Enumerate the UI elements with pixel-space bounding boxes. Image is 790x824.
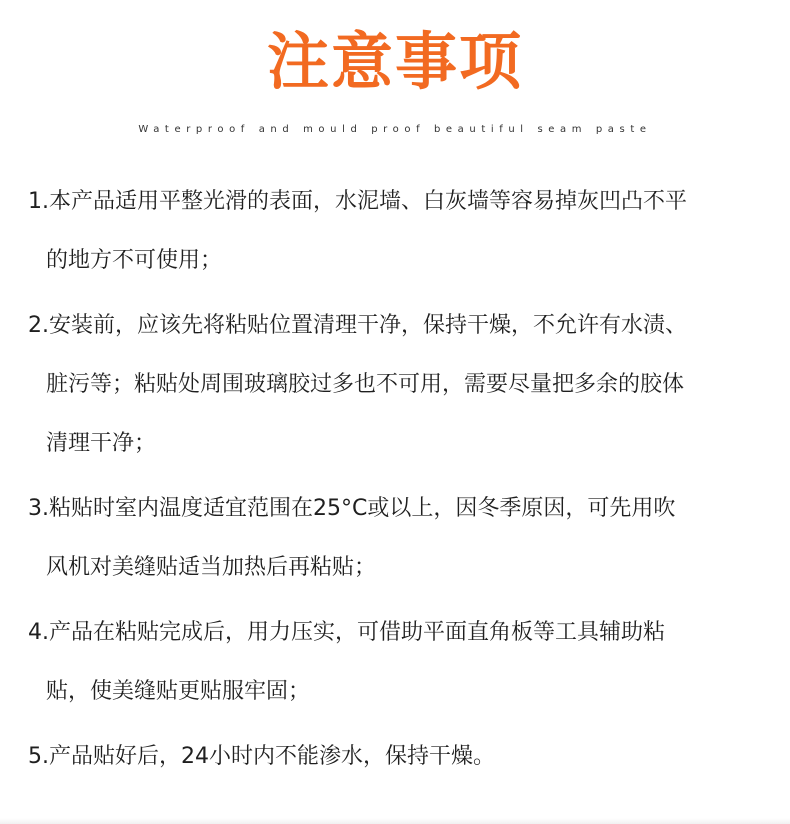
note-line: 风机对美缝贴适当加热后再粘贴； <box>46 555 377 580</box>
note-item-4 <box>28 603 768 721</box>
note-line: 贴，使美缝贴更贴服牢固； <box>46 679 311 704</box>
notes-list <box>28 172 768 792</box>
note-item-3 <box>28 479 768 597</box>
note-line: 脏污等；粘贴处周围玻璃胶过多也不可用，需要尽量把多余的胶体 <box>46 372 685 397</box>
note-line: 清理干净； <box>46 431 157 456</box>
page-subtitle: Waterproof and mould proof beautiful seam paste <box>138 124 652 135</box>
note-item-2 <box>28 296 768 473</box>
note-line: 1.本产品适用平整光滑的表面，水泥墙、白灰墙等容易掉灰凹凸不平 <box>28 189 687 214</box>
note-item-1 <box>28 172 768 290</box>
note-line: 的地方不可使用； <box>46 248 223 273</box>
note-line: 3.粘贴时室内温度适宜范围在25°C或以上，因冬季原因，可先用吹 <box>28 496 676 521</box>
note-line: 5.产品贴好后，24小时内不能渗水，保持干燥。 <box>28 744 495 769</box>
note-item-5 <box>28 727 768 786</box>
page-title: 注意事项 <box>266 25 523 98</box>
note-line: 2.安装前，应该先将粘贴位置清理干净，保持干燥，不允许有水渍、 <box>28 313 687 338</box>
note-line: 4.产品在粘贴完成后，用力压实，可借助平面直角板等工具辅助粘 <box>28 620 665 645</box>
bottom-divider <box>0 818 790 824</box>
